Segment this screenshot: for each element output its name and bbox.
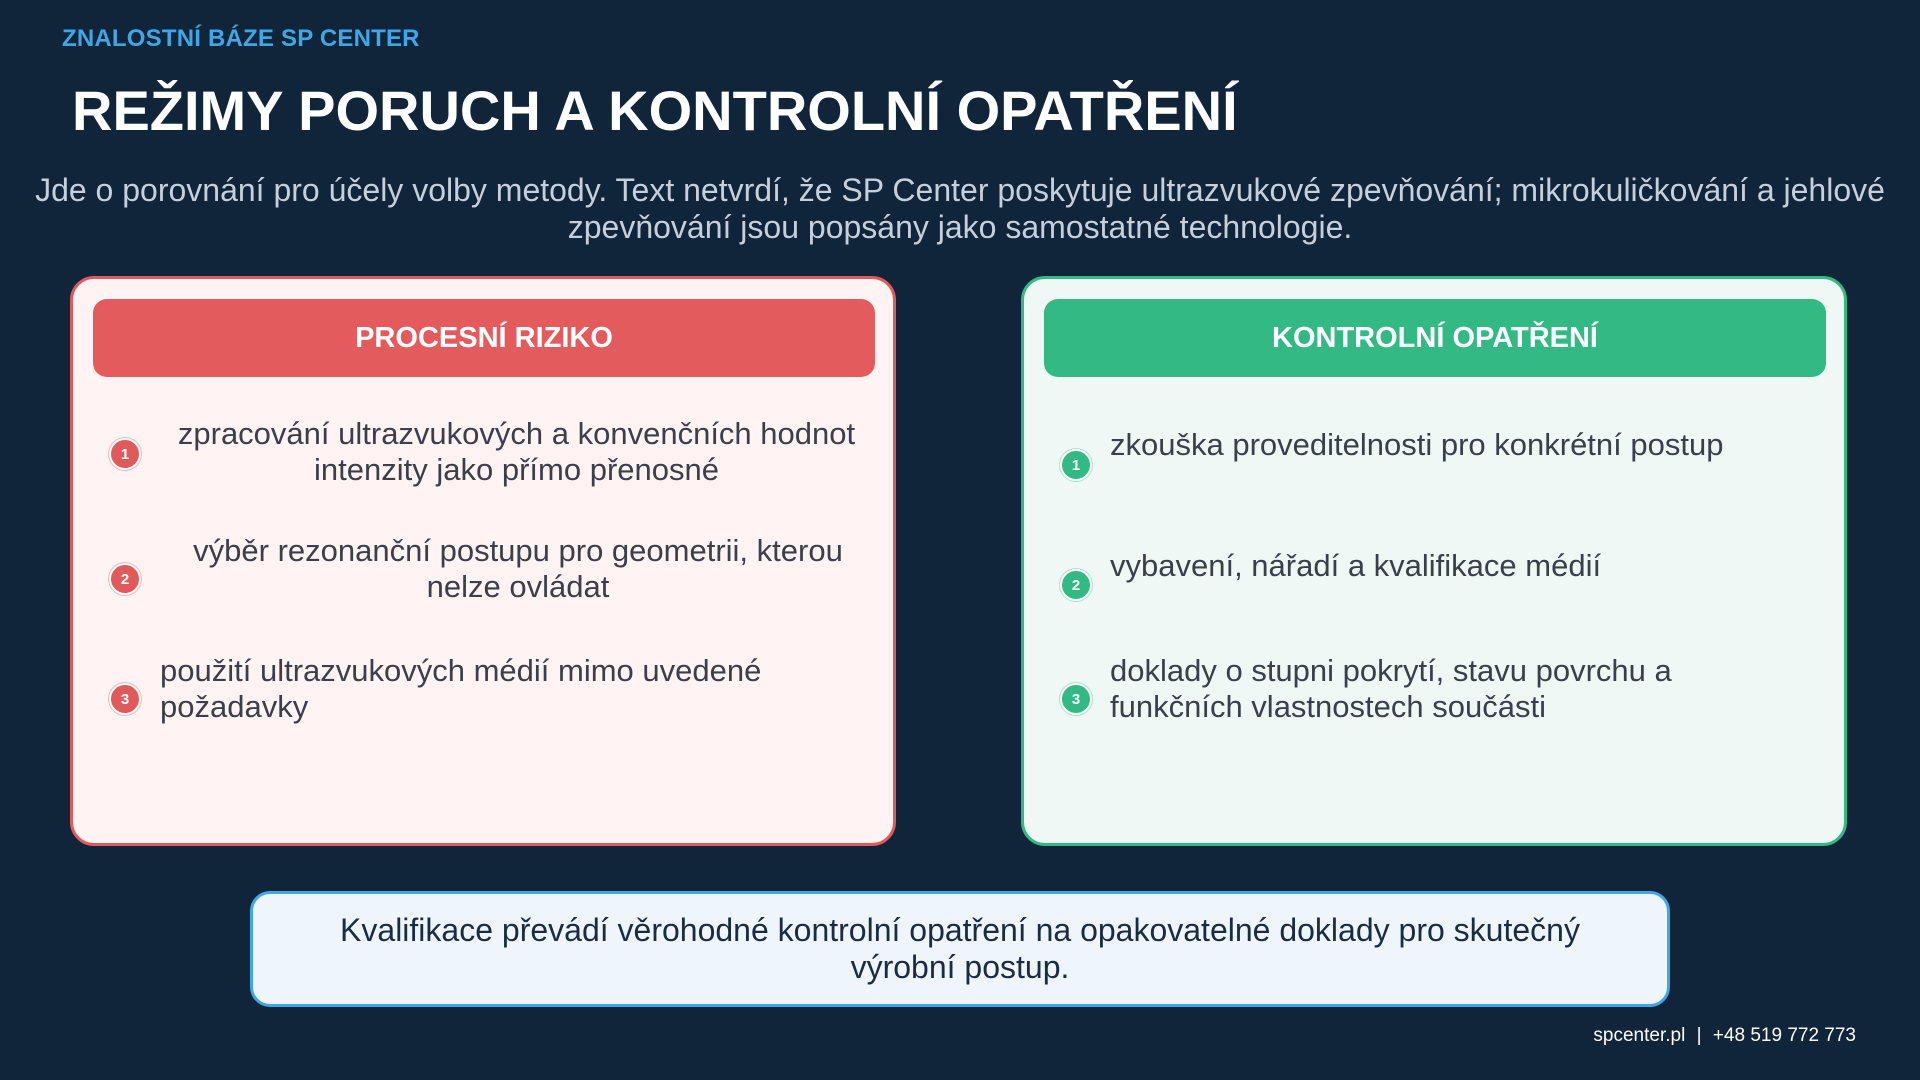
control-item-2: [1024, 539, 1844, 629]
risk-item-number: 3: [109, 683, 141, 715]
risk-item-2: [73, 531, 893, 621]
control-item-text: zkouška proveditelnosti pro konkrétní postup: [1110, 427, 1724, 462]
contact-separator: |: [1696, 1025, 1702, 1046]
control-item-3: [1024, 650, 1844, 740]
control-item-text: vybavení, nářadí a kvalifikace médií: [1110, 548, 1602, 583]
control-item-number: 2: [1060, 569, 1092, 601]
control-panel: [1021, 276, 1847, 846]
page-title: REŽIMY PORUCH A KONTROLNÍ OPATŘENÍ: [72, 79, 1238, 142]
risk-item-text: výběr rezonanční postupu pro geometrii, kterou nelze ovládat: [193, 533, 843, 604]
risk-item-3: [73, 650, 893, 740]
website-link[interactable]: spcenter.pl: [1593, 1025, 1686, 1046]
contact-info: [1593, 1025, 1856, 1047]
control-panel-header: KONTROLNÍ OPATŘENÍ: [1044, 299, 1826, 377]
control-item-number: 3: [1060, 683, 1092, 715]
risk-panel-header: PROCESNÍ RIZIKO: [93, 299, 875, 377]
phone-number[interactable]: +48 519 772 773: [1712, 1025, 1856, 1046]
risk-item-1: [73, 413, 893, 503]
page-subtitle: Jde o porovnání pro účely volby metody. Text netvrdí, že SP Center poskytuje ultrazvukové zpevňování; mikrokuličkování a jehlové zpevňování jsou popsány jako samostatné technologie.: [35, 172, 1885, 245]
kicker-label: ZNALOSTNÍ BÁZE SP CENTER: [62, 25, 420, 52]
risk-panel: [70, 276, 896, 846]
footer-note-text: Kvalifikace převádí věrohodné kontrolní opatření na opakovatelné doklady pro skutečný výrobní postup.: [340, 912, 1580, 985]
risk-item-text: zpracování ultrazvukových a konvenčních hodnot intenzity jako přímo přenosné: [177, 416, 856, 487]
control-item-text: doklady o stupni pokrytí, stavu povrchu a funkčních vlastnostech součásti: [1110, 653, 1672, 724]
control-item-1: [1024, 417, 1844, 507]
risk-item-number: 2: [109, 563, 141, 595]
risk-item-text: použití ultrazvukových médií mimo uvedené požadavky: [160, 653, 762, 724]
risk-item-number: 1: [109, 438, 141, 470]
footer-note-box: [250, 891, 1670, 1007]
control-item-number: 1: [1060, 449, 1092, 481]
